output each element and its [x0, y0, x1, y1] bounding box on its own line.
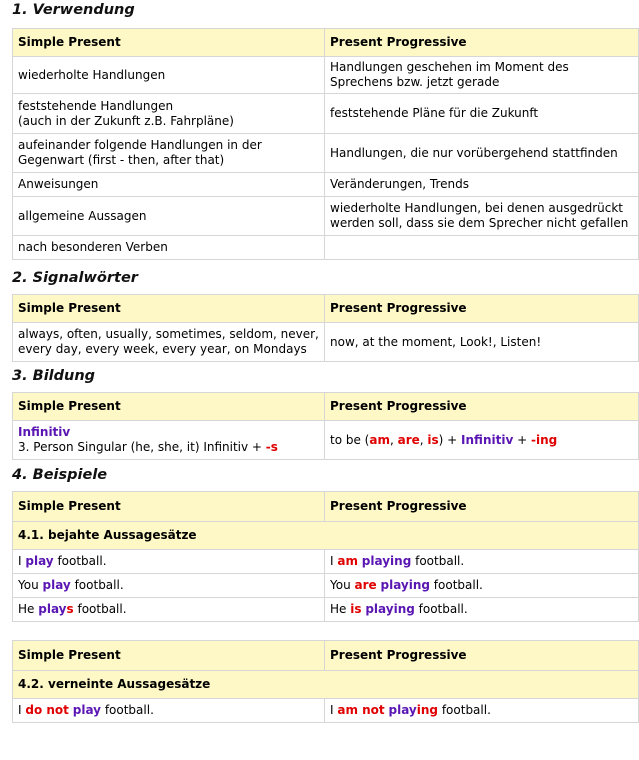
infinitiv-term: Infinitiv — [18, 425, 71, 439]
form-is: is — [427, 432, 439, 447]
verb: playing — [361, 554, 412, 568]
table-row — [13, 57, 639, 94]
subheader-bejahte: 4.1. bejahte Aussagesätze — [13, 522, 639, 550]
table-row — [13, 134, 639, 173]
table-header-row — [13, 295, 639, 323]
table-row — [13, 173, 639, 197]
object: football. — [73, 602, 127, 616]
table-row — [13, 421, 639, 460]
cell-progressive — [325, 598, 639, 622]
subject: I — [18, 554, 26, 568]
beispiele-table-2 — [12, 640, 639, 723]
subject: I — [330, 703, 338, 717]
col-simple-present: Simple Present — [13, 295, 325, 323]
verb: play — [388, 703, 417, 717]
verb: playing — [380, 578, 430, 592]
negation: do not — [25, 703, 69, 717]
cell-simple: allgemeine Aussagen — [13, 197, 325, 236]
cell-progressive — [325, 421, 639, 460]
form-am: am — [369, 432, 390, 447]
cell-progressive — [325, 699, 639, 723]
col-present-progressive: Present Progressive — [325, 492, 639, 522]
subheader-row — [13, 671, 639, 699]
cell-simple: wiederholte Handlungen — [13, 57, 325, 94]
col-simple-present: Simple Present — [13, 393, 325, 421]
table-row — [13, 550, 639, 574]
col-simple-present: Simple Present — [13, 29, 325, 57]
col-present-progressive: Present Progressive — [325, 641, 639, 671]
cell-simple — [13, 421, 325, 460]
subject: He — [18, 602, 39, 616]
verb: play — [25, 554, 54, 568]
separator: , — [389, 432, 398, 447]
table-header-row — [13, 393, 639, 421]
cell-progressive: Handlungen, die nur vorübergehend stattfinden — [325, 134, 639, 173]
table-row — [13, 236, 639, 260]
verb: play — [72, 703, 101, 717]
table-row — [13, 598, 639, 622]
cell-simple: nach besonderen Verben — [13, 236, 325, 260]
col-simple-present: Simple Present — [13, 641, 325, 671]
form-are: are — [397, 432, 420, 447]
separator: ) + — [438, 432, 462, 447]
col-present-progressive: Present Progressive — [325, 29, 639, 57]
object: football. — [70, 578, 124, 592]
cell-progressive — [325, 236, 639, 260]
subject: He — [330, 602, 351, 616]
verb: play — [42, 578, 71, 592]
table-row — [13, 197, 639, 236]
to-be-text: to be ( — [330, 432, 370, 447]
col-simple-present: Simple Present — [13, 492, 325, 522]
aux-verb-negated: am not — [337, 703, 385, 717]
cell-simple: aufeinander folgende Handlungen in der Gegenwart (first - then, after that) — [13, 134, 325, 173]
aux-verb: is — [350, 602, 362, 616]
third-person-rule: 3. Person Singular (he, she, it) Infinitiv + — [18, 440, 266, 454]
subject: You — [330, 578, 355, 592]
cell-simple: Anweisungen — [13, 173, 325, 197]
suffix-ing: -ing — [530, 432, 558, 447]
table-row — [13, 574, 639, 598]
cell-progressive — [325, 550, 639, 574]
verb: play — [38, 602, 67, 616]
subject: I — [18, 703, 26, 717]
cell-progressive: feststehende Pläne für die Zukunft — [325, 94, 639, 134]
aux-verb: are — [354, 578, 377, 592]
infinitiv-term: Infinitiv — [461, 432, 514, 447]
separator: , — [419, 432, 428, 447]
cell-simple — [13, 550, 325, 574]
cell-simple — [13, 574, 325, 598]
verwendung-table — [12, 28, 639, 260]
table-header-row — [13, 492, 639, 522]
object: football. — [414, 602, 468, 616]
cell-progressive — [325, 574, 639, 598]
cell-simple — [13, 598, 325, 622]
cell-simple: feststehende Handlungen (auch in der Zukunft z.B. Fahrpläne) — [13, 94, 325, 134]
subject: You — [18, 578, 43, 592]
object: football. — [53, 554, 107, 568]
table-row — [13, 94, 639, 134]
cell-progressive: Veränderungen, Trends — [325, 173, 639, 197]
section-verwendung-title: 1. Verwendung — [12, 2, 135, 18]
verb-suffix: s — [66, 602, 74, 616]
object: football. — [429, 578, 483, 592]
cell-progressive: wiederholte Handlungen, bei denen ausgedrückt werden soll, dass sie dem Sprecher nicht gefallen — [325, 197, 639, 236]
object: football. — [438, 703, 491, 717]
beispiele-table-1 — [12, 491, 639, 622]
object: football. — [411, 554, 465, 568]
cell-progressive: Handlungen geschehen im Moment des Sprechens bzw. jetzt gerade — [325, 57, 639, 94]
verb-suffix: ing — [416, 703, 439, 717]
suffix-s: -s — [265, 440, 278, 454]
subheader-verneinte: 4.2. verneinte Aussagesätze — [13, 671, 639, 699]
table-header-row — [13, 641, 639, 671]
subject: I — [330, 554, 338, 568]
subheader-row — [13, 522, 639, 550]
spacer — [0, 622, 639, 640]
table-row — [13, 323, 639, 362]
cell-simple: always, often, usually, sometimes, seldom, never, every day, every week, every year, on Mondays — [13, 323, 325, 362]
cell-simple — [13, 699, 325, 723]
signalwoerter-table — [12, 294, 639, 362]
verb: playing — [365, 602, 415, 616]
object: football. — [101, 703, 154, 717]
table-row — [13, 699, 639, 723]
cell-progressive: now, at the moment, Look!, Listen! — [325, 323, 639, 362]
col-present-progressive: Present Progressive — [325, 393, 639, 421]
table-header-row — [13, 29, 639, 57]
bildung-table — [12, 392, 639, 460]
section-beispiele-title: 4. Beispiele — [12, 467, 108, 483]
col-present-progressive: Present Progressive — [325, 295, 639, 323]
section-signalwoerter-title: 2. Signalwörter — [12, 270, 138, 286]
separator: + — [513, 432, 531, 447]
section-bildung-title: 3. Bildung — [12, 368, 96, 384]
aux-verb: am — [337, 554, 358, 568]
